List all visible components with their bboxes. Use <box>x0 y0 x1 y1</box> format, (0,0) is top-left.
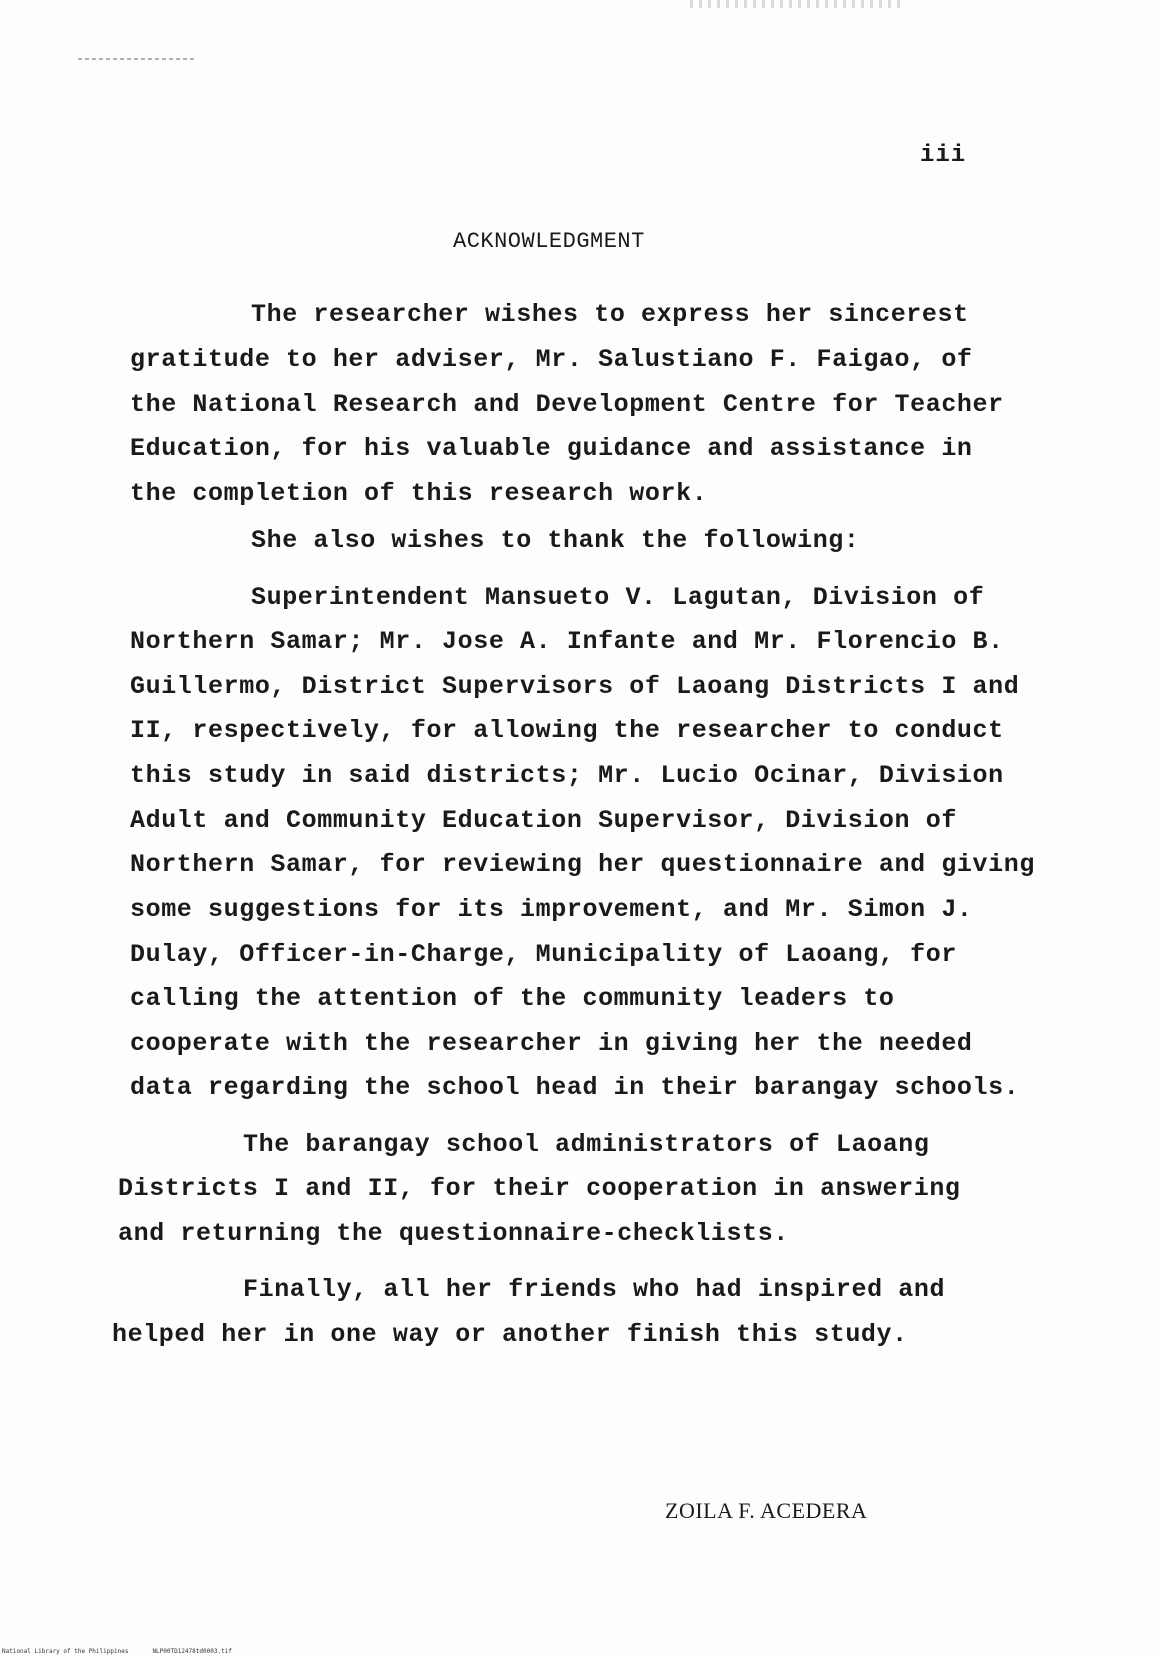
body-line: Superintendent Mansueto V. Lagutan, Division of <box>251 583 985 612</box>
signature-name: ZOILA F. ACEDERA <box>665 1498 868 1523</box>
scan-footer <box>2 1648 232 1655</box>
body-line: Guillermo, District Supervisors of Laoang Districts I and <box>130 672 1020 701</box>
body-line: the National Research and Development Centre for Teacher <box>130 390 1004 419</box>
page-title: ACKNOWLEDGMENT <box>453 229 645 254</box>
body-line: Adult and Community Education Supervisor, Division of <box>130 806 957 835</box>
body-line: helped her in one way or another finish this study. <box>112 1320 908 1349</box>
footer-file: NLP00TD12478td0003.tif <box>152 1648 232 1655</box>
footer-library: National Library of the Philippines <box>2 1648 129 1655</box>
body-line: Education, for his valuable guidance and assistance in <box>130 434 973 463</box>
body-line: some suggestions for its improvement, and Mr. Simon J. <box>130 895 973 924</box>
body-line: Districts I and II, for their cooperation in answering <box>118 1174 961 1203</box>
body-line: the completion of this research work. <box>130 479 708 508</box>
body-line: Northern Samar, for reviewing her questionnaire and giving <box>130 850 1035 879</box>
scan-artifact <box>78 58 196 60</box>
body-line: this study in said districts; Mr. Lucio Ocinar, Division <box>130 761 1004 790</box>
scan-artifact <box>690 0 900 8</box>
body-line: data regarding the school head in their barangay schools. <box>130 1073 1020 1102</box>
body-line: cooperate with the researcher in giving her the needed <box>130 1029 973 1058</box>
body-line: Finally, all her friends who had inspired and <box>243 1275 946 1304</box>
body-line: and returning the questionnaire-checklists. <box>118 1219 789 1248</box>
body-line: The researcher wishes to express her sincerest <box>251 300 969 329</box>
body-line: Northern Samar; Mr. Jose A. Infante and Mr. Florencio B. <box>130 627 1004 656</box>
body-line: II, respectively, for allowing the researcher to conduct <box>130 716 1004 745</box>
body-line: gratitude to her adviser, Mr. Salustiano F. Faigao, of <box>130 345 973 374</box>
page-number: iii <box>920 142 967 169</box>
body-line: Dulay, Officer-in-Charge, Municipality of Laoang, for <box>130 940 957 969</box>
body-line: The barangay school administrators of Laoang <box>243 1130 930 1159</box>
body-line: calling the attention of the community leaders to <box>130 984 895 1013</box>
body-line: She also wishes to thank the following: <box>251 526 860 555</box>
